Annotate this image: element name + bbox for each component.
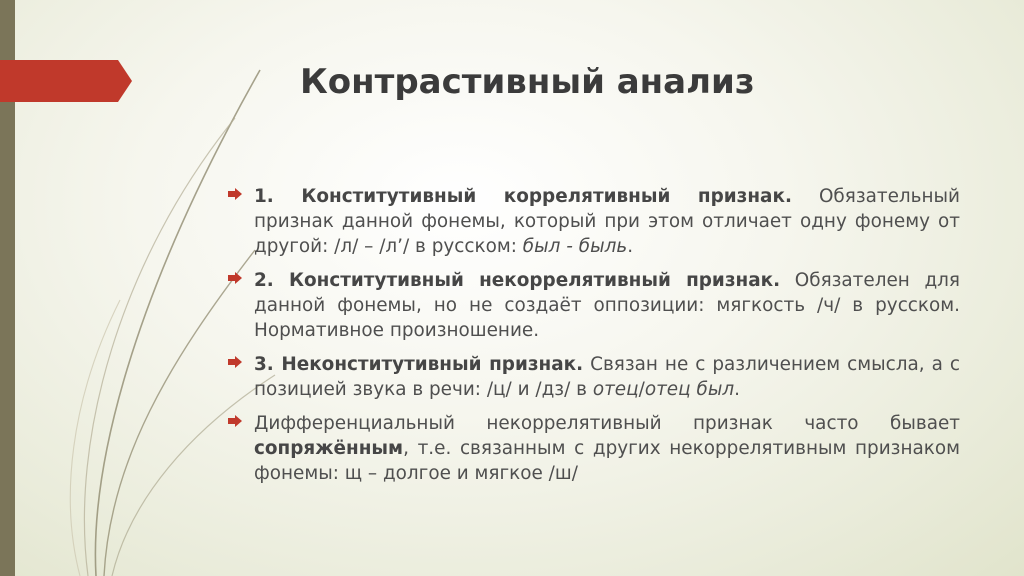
list-item-text: Обязательный признак данной фонемы, который при этом отличает одну фонему от другой: /л/ – /л’/ в русском: <box>254 186 960 257</box>
list-item-example-2: отец был <box>644 379 735 400</box>
list-item <box>228 411 960 486</box>
list-item <box>228 352 960 402</box>
list-item-tail: . <box>627 236 634 257</box>
list-item-text: Обязателен для данной фонемы, но не создаёт оппозиции: мягкость /ч/ в русском. Нормативное произношение. <box>254 270 960 341</box>
arrow-bullet-icon <box>228 272 242 284</box>
list-item-separator: / <box>638 379 645 400</box>
arrow-bullet-icon <box>228 188 242 200</box>
arrow-bullet-icon <box>228 356 242 368</box>
list-item-heading: 1. Конститутивный коррелятивный признак. <box>254 186 792 207</box>
list-item-heading: 3. Неконститутивный признак. <box>254 354 584 375</box>
list-item-example: отец <box>592 379 639 400</box>
list-item-text: , т.е. связанным с других некоррелятивным признаком фонемы: щ – долгое и мягкое /ш/ <box>254 438 960 484</box>
title-accent-arrow <box>0 60 132 102</box>
list-item-example: был - быль <box>522 236 628 257</box>
list-item-term: сопряжённым <box>254 438 404 459</box>
list-item-text: Связан не с различением смысла, а с позицией звука в речи: /ц/ и /дз/ в <box>254 354 960 400</box>
arrow-bullet-icon <box>228 415 242 427</box>
list-item <box>228 268 960 343</box>
list-item-tail: . <box>734 379 740 400</box>
content-list <box>228 184 960 495</box>
page-title: Контрастивный анализ <box>300 62 755 102</box>
list-item <box>228 184 960 259</box>
list-item-heading: 2. Конститутивный некоррелятивный признак. <box>254 270 781 291</box>
list-item-lead: Дифференциальный некоррелятивный признак часто бывает <box>254 413 960 434</box>
